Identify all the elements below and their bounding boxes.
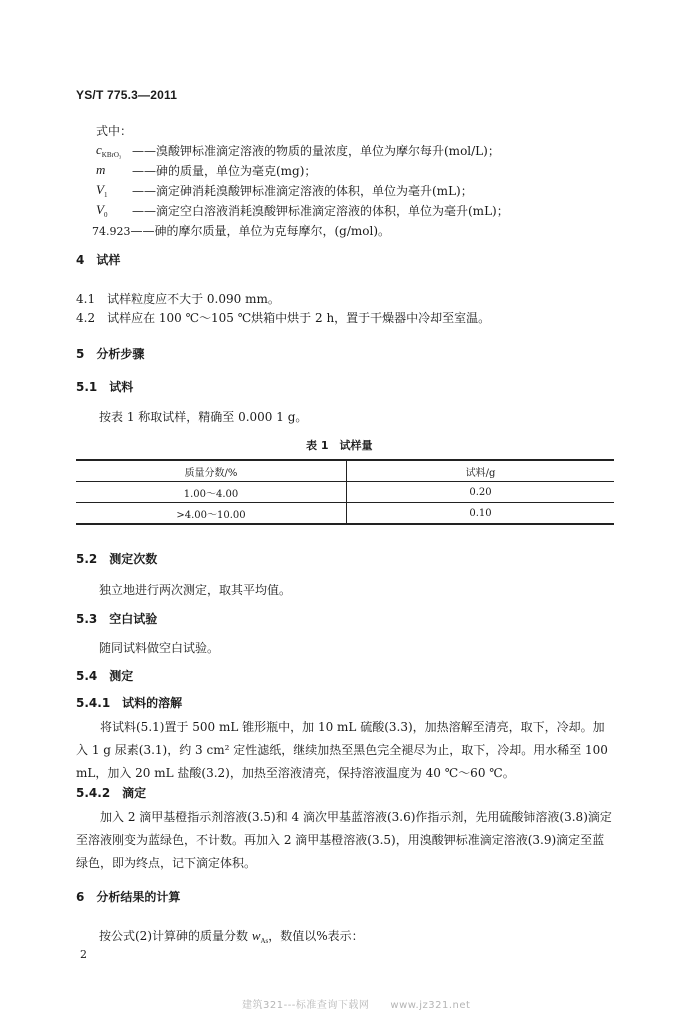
table-row <box>76 482 614 503</box>
table-header-row <box>76 460 614 482</box>
section-5-1-text: 按表 1 称取试样，精确至 0.000 1 g。 <box>99 410 308 424</box>
def-description: ——滴定砷消耗溴酸钾标准滴定溶液的体积，单位为毫升(mL)； <box>132 184 473 198</box>
table-header-cell: 质量分数/% <box>76 460 347 482</box>
section-5-heading: 5 分析步骤 <box>76 347 145 361</box>
standard-code: YS/T 775.3—2011 <box>76 88 178 102</box>
def-symbol: $V_0$ <box>96 202 108 219</box>
def-row-molar-mass <box>92 222 390 239</box>
def-symbol: m <box>96 162 106 177</box>
footer-watermark: 建筑321---标准查询下载网 www.jz321.net <box>242 1000 471 1011</box>
section-6-heading: 6 分析结果的计算 <box>76 890 181 904</box>
def-description: ——砷的摩尔质量，单位为克每摩尔，(g/mol)。 <box>130 224 391 238</box>
section-5-4-2-text: 加入 2 滴甲基橙指示剂溶液(3.5)和 4 滴次甲基蓝溶液(3.6)作指示剂，先用硫酸铈溶液(3.8)滴定至溶液刚变为蓝绿色，不计数。再加入 2 滴甲基橙溶液(3.5)，用溴酸钾标准滴定溶液(3.9)滴定至蓝绿色，即为终点，记下滴定体积。 <box>76 810 612 870</box>
def-symbol: $V_1$ <box>96 182 108 199</box>
section-4-heading: 4 试样 <box>76 253 121 267</box>
table-cell: >4.00～10.00 <box>76 503 347 525</box>
sample-amount-table <box>76 459 614 525</box>
def-symbol: $c_{KBrO_3}$ <box>96 142 122 159</box>
table-row <box>76 503 614 525</box>
def-row-mass <box>96 162 317 178</box>
page-number: 2 <box>80 948 87 961</box>
def-description: ——砷的质量，单位为毫克(mg)； <box>132 164 317 178</box>
def-row-v0 <box>96 202 509 219</box>
section-5-4-1-text: 将试料(5.1)置于 500 mL 锥形瓶中，加 10 mL 硫酸(3.3)，加热溶解至清亮，取下，冷却。加入 1 g 尿素(3.1)，约 3 cm² 定性滤纸，继续加热至黑色完全褪尽为止，取下，冷却。用水稀至 100 mL，加入 20 mL 盐酸(3.2)，加热至溶液清亮，保持溶液温度为 40 ℃～60 ℃。 <box>76 720 608 780</box>
table-header-cell: 试料/g <box>347 460 615 482</box>
section-5-4-2-heading: 5.4.2 滴定 <box>76 786 147 800</box>
def-row-v1 <box>96 182 473 199</box>
section-5-3-heading: 5.3 空白试验 <box>76 612 158 626</box>
section-5-1-heading: 5.1 试料 <box>76 380 134 394</box>
def-row-concentration <box>96 142 500 159</box>
formula-intro: 式中： <box>96 124 133 138</box>
table-cell: 0.10 <box>347 503 615 525</box>
def-description: ——溴酸钾标准滴定溶液的物质的量浓度，单位为摩尔每升(mol/L)； <box>132 144 500 158</box>
section-5-4-heading: 5.4 测定 <box>76 669 134 683</box>
item-4-2: 4.2 试样应在 100 ℃～105 ℃烘箱中烘于 2 h，置于干燥器中冷却至室温。 <box>76 311 491 325</box>
section-5-4-1-heading: 5.4.1 试料的溶解 <box>76 696 183 710</box>
def-description: ——滴定空白溶液消耗溴酸钾标准滴定溶液的体积，单位为毫升(mL)； <box>132 204 509 218</box>
mass-fraction-symbol: $w_{As}$ <box>251 928 269 945</box>
section-6-text: 按公式(2)计算砷的质量分数 $w_{As}$，数值以%表示： <box>99 928 364 945</box>
item-4-1: 4.1 试样粒度应不大于 0.090 mm。 <box>76 292 280 306</box>
table-caption: 表 1 试样量 <box>306 439 373 452</box>
table-cell: 1.00～4.00 <box>76 482 347 503</box>
section-5-2-text: 独立地进行两次测定，取其平均值。 <box>99 583 292 597</box>
def-symbol: 74.923 <box>92 225 131 238</box>
table-cell: 0.20 <box>469 486 492 498</box>
section-5-2-heading: 5.2 测定次数 <box>76 552 158 566</box>
section-5-3-text: 随同试料做空白试验。 <box>99 641 220 655</box>
